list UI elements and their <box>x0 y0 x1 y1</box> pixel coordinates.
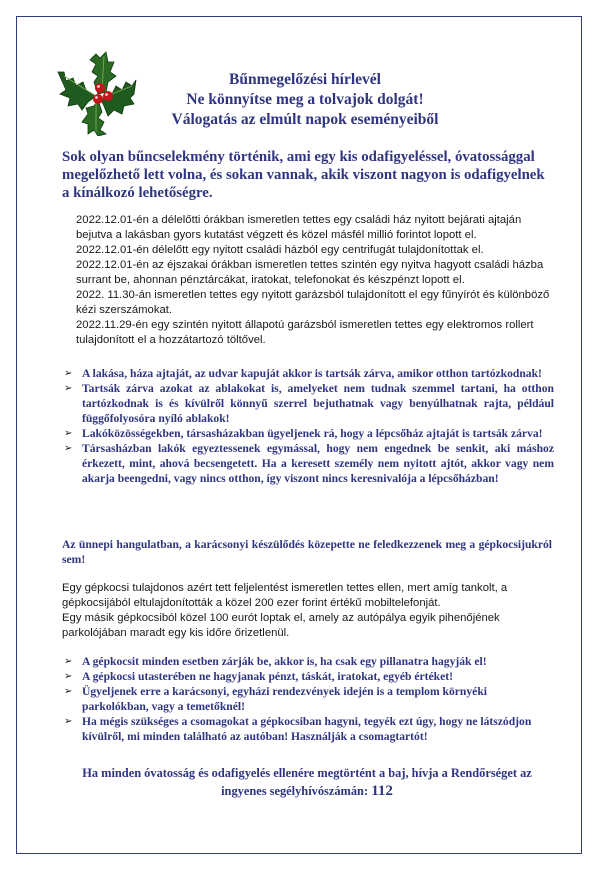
holiday-note: Az ünnepi hangulatban, a karácsonyi készülődés közepette ne feledkezzenek meg a gépkocsijukról sem! <box>62 538 552 566</box>
tip-item <box>62 669 554 684</box>
car-event-item: Egy gépkocsi tulajdonos azért tett feljelentést ismeretlen tettes ellen, mert amíg tankolt, a gépkocsijából eltulajdonították a közel 200 ezer forint értékű mobiltelefonját. <box>62 582 508 609</box>
car-event-list <box>62 581 552 641</box>
tip-item <box>62 684 554 714</box>
closing-message <box>62 764 552 800</box>
arrow-bullet-icon: ➢ <box>64 428 73 439</box>
home-safety-tips <box>62 366 554 486</box>
event-item: 2022.12.01-én az éjszakai órákban ismeretlen tettes szintén egy nyitva hagyott családi házba surrant be, ahonnan pénztárcákat, iratokat, telefonokat és készpénzt lopott el. <box>76 259 544 286</box>
arrow-bullet-icon: ➢ <box>64 383 73 394</box>
tip-text: A lakása, háza ajtaját, az udvar kapuját akkor is tartsák zárva, amikor otthon tartózkodnak! <box>82 367 542 380</box>
tip-text: Ha mégis szükséges a csomagokat a gépkocsiban hagyni, tegyék ezt úgy, hogy ne látszódjon kívülről, mi minden található az autóban! Használják a csomagtartót! <box>82 715 532 743</box>
emergency-number: 112 <box>371 783 393 799</box>
event-item: 2022. 11.30-án ismeretlen tettes egy nyitott garázsból tulajdonított el egy fűnyírót és különböző kézi szerszámokat. <box>76 289 550 316</box>
arrow-bullet-icon: ➢ <box>64 443 73 454</box>
event-item: 2022.12.01-én a délelőtti órákban ismeretlen tettes egy családi ház nyitott bejárati ajtaján bejutva a lakásban gyors kutatást végzett és közel másfél millió forintot lopott el. <box>76 214 522 241</box>
tip-text: Ügyeljenek erre a karácsonyi, egyházi rendezvények idején is a templom környéki parkolókban, vagy a temetőknél! <box>82 685 487 713</box>
arrow-bullet-icon: ➢ <box>64 716 73 727</box>
closing-text: Ha minden óvatosság és odafigyelés ellenére megtörtént a baj, hívja a Rendőrséget az ingyenes segélyhívószámán: <box>82 766 532 798</box>
car-safety-tips <box>62 654 554 744</box>
tip-item <box>62 366 554 381</box>
tip-text: Társasházban lakók egyeztessenek egymással, hogy nem engednek be senkit, aki máshoz érkezett, mint, ahová becsengetett. Ha a keresett személy nem nyitott ajtót, akkor vagy nem akarja beengedni, vagy nincs otthon, így viszont nincs keresnivalója a lépcsőházban! <box>82 442 554 485</box>
event-item: 2022.11.29-én egy szintén nyitott állapotú garázsból ismeretlen tettes egy elektromos rollert tulajdonított el a hozzátartozó töltővel. <box>76 319 534 346</box>
arrow-bullet-icon: ➢ <box>64 368 73 379</box>
intro-paragraph: Sok olyan bűncselekmény történik, ami egy kis odafigyeléssel, óvatossággal megelőzhető lett volna, és sokan vannak, akik viszont nagyon is odafigyelnek a kínálkozó lehetőségre. <box>62 149 545 201</box>
tip-text: A gépkocsi utasterében ne hagyjanak pénzt, táskát, iratokat, egyéb értéket! <box>82 670 453 683</box>
newsletter-title <box>140 70 470 130</box>
tip-text: A gépkocsit minden esetben zárják be, akkor is, ha csak egy pillanatra hagyják el! <box>82 655 487 668</box>
car-event-item: Egy másik gépkocsiból közel 100 eurót loptak el, amely az autópálya egyik pihenőjének parkolójában maradt egy kis időre őrizetlenül. <box>62 612 500 639</box>
title-line-1: Bűnmegelőzési hírlevél <box>229 71 381 88</box>
tip-text: Tartsák zárva azokat az ablakokat is, amelyeket nem tudnak szemmel tartani, ha otthon tartózkodnak is és kívülről könnyű szerrel bejuthatnak vagy benyúlhatnak rajta, például függőfolyosóra nyíló ablakok! <box>82 382 554 425</box>
tip-item <box>62 714 554 744</box>
arrow-bullet-icon: ➢ <box>64 656 73 667</box>
title-line-2: Ne könnyítse meg a tolvajok dolgát! <box>186 91 424 108</box>
event-item: 2022.12.01-én délelőtt egy nyitott családi házból egy centrifugát tulajdonítottak el. <box>76 244 484 256</box>
tip-item <box>62 381 554 426</box>
holly-icon <box>56 50 138 136</box>
title-line-3: Válogatás az elmúlt napok eseményeiből <box>171 111 439 128</box>
arrow-bullet-icon: ➢ <box>64 671 73 682</box>
tip-item <box>62 654 554 669</box>
arrow-bullet-icon: ➢ <box>64 686 73 697</box>
tip-text: Lakóközösségekben, társasházakban ügyeljenek rá, hogy a lépcsőház ajtaját is tartsák zárva! <box>82 427 543 440</box>
event-list <box>76 213 550 348</box>
tip-item <box>62 426 554 441</box>
tip-item <box>62 441 554 486</box>
